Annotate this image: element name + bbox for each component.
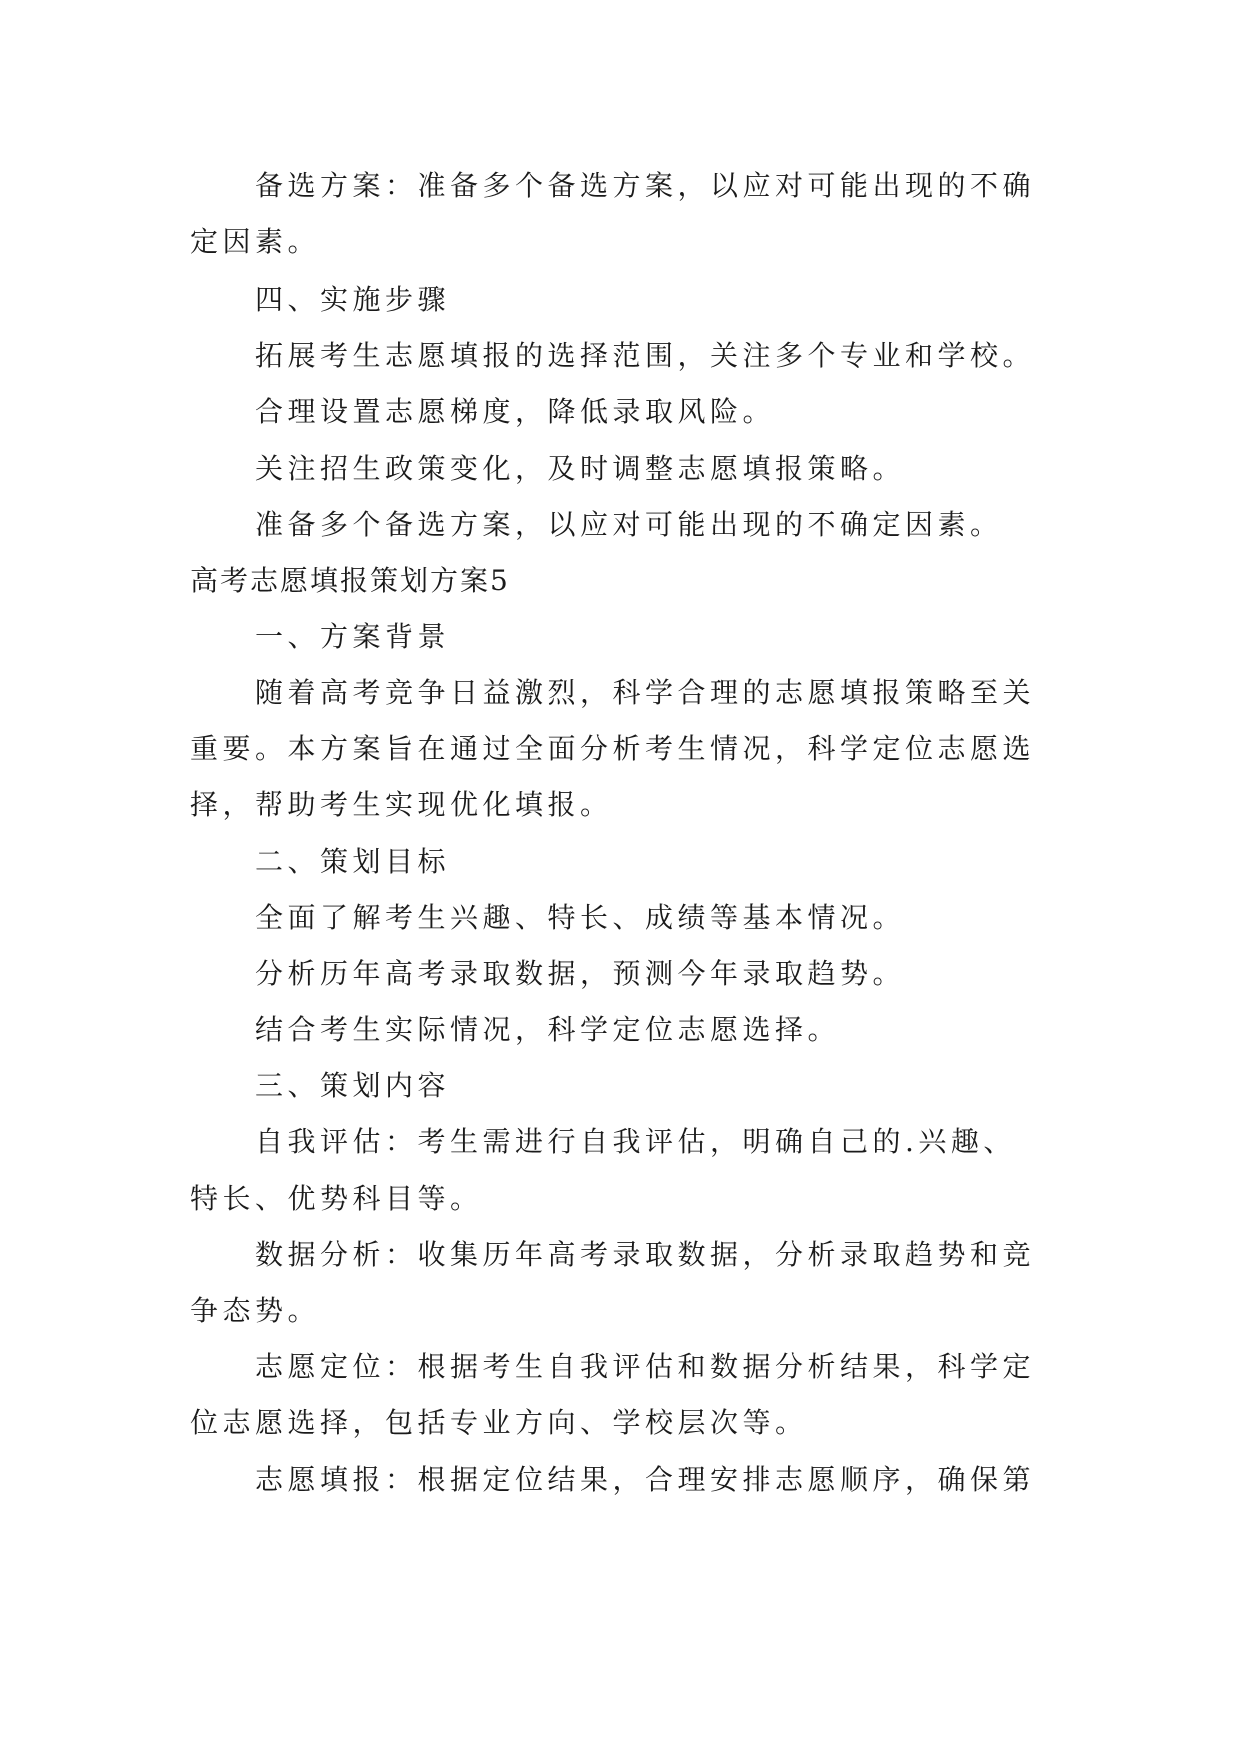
paragraph-line: 志愿定位：根据考生自我评估和数据分析结果，科学定 bbox=[255, 1350, 1036, 1383]
paragraph-line: 随着高考竞争日益激烈，科学合理的志愿填报策略至关 bbox=[255, 676, 1036, 709]
paragraph-line: 重要。本方案旨在通过全面分析考生情况，科学定位志愿选 bbox=[190, 732, 1036, 765]
paragraph-line: 特长、优势科目等。 bbox=[190, 1182, 483, 1215]
section-heading: 一、方案背景 bbox=[255, 620, 451, 653]
section-heading: 二、策划目标 bbox=[255, 845, 451, 878]
document-title: 高考志愿填报策划方案5 bbox=[190, 564, 510, 597]
paragraph-line: 分析历年高考录取数据，预测今年录取趋势。 bbox=[255, 957, 906, 990]
paragraph-line: 择，帮助考生实现优化填报。 bbox=[190, 788, 613, 821]
paragraph-line: 拓展考生志愿填报的选择范围，关注多个专业和学校。 bbox=[255, 339, 1036, 372]
paragraph-line: 数据分析：收集历年高考录取数据，分析录取趋势和竞 bbox=[255, 1238, 1036, 1271]
paragraph-line: 备选方案：准备多个备选方案，以应对可能出现的不确 bbox=[255, 169, 1036, 202]
paragraph-line: 准备多个备选方案，以应对可能出现的不确定因素。 bbox=[255, 508, 1003, 541]
paragraph-line: 争态势。 bbox=[190, 1294, 321, 1327]
paragraph-line: 全面了解考生兴趣、特长、成绩等基本情况。 bbox=[255, 901, 906, 934]
section-heading: 三、策划内容 bbox=[255, 1069, 451, 1102]
paragraph-line: 志愿填报：根据定位结果，合理安排志愿顺序，确保第 bbox=[255, 1463, 1036, 1496]
paragraph-line: 结合考生实际情况，科学定位志愿选择。 bbox=[255, 1013, 841, 1046]
paragraph-line: 合理设置志愿梯度，降低录取风险。 bbox=[255, 395, 776, 428]
paragraph-line: 位志愿选择，包括专业方向、学校层次等。 bbox=[190, 1406, 808, 1439]
paragraph-line: 关注招生政策变化，及时调整志愿填报策略。 bbox=[255, 452, 906, 485]
paragraph-line: 自我评估：考生需进行自我评估，明确自己的.兴趣、 bbox=[255, 1125, 1016, 1158]
paragraph-line: 定因素。 bbox=[190, 225, 321, 258]
section-heading: 四、实施步骤 bbox=[255, 283, 451, 316]
